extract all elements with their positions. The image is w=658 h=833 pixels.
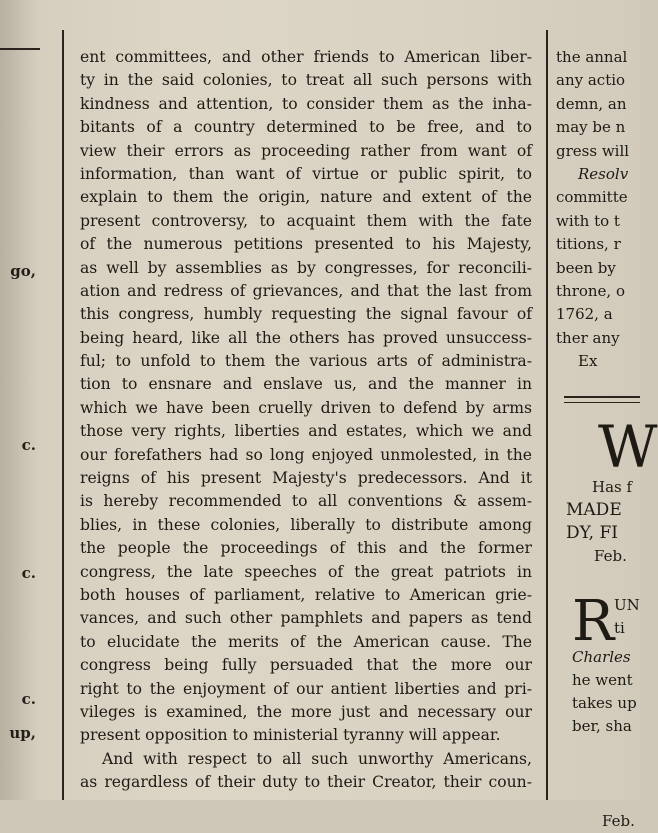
article-line: reigns of his present Majesty's predecessors. And it <box>80 469 532 488</box>
article-line: congress, the late speeches of the great patriots in <box>80 562 532 581</box>
ad-block-lower <box>572 646 637 738</box>
article-line: And with respect to all such unworthy Americans, <box>102 749 532 768</box>
ad-line: DY, FI <box>566 523 618 543</box>
article-line: as regardless of their duty to their Creator, their coun- <box>80 773 532 792</box>
article-line: to elucidate the merits of the American cause. The <box>80 632 532 651</box>
right-fragment-line: been by <box>556 258 616 277</box>
article-line: is hereby recommended to all conventions & assem- <box>80 492 532 511</box>
article-line: right to the enjoyment of our antient liberties and pri- <box>80 679 532 698</box>
right-fragment-line: throne, o <box>556 281 625 300</box>
right-column-fragment <box>556 46 658 830</box>
right-fragment-line: titions, r <box>556 235 621 254</box>
left-fragment: up, <box>9 724 36 742</box>
ad-block-lower <box>614 594 640 640</box>
right-fragment-line: ther any <box>556 328 620 347</box>
article-line: this congress, humbly requesting the signal favour of <box>80 305 532 324</box>
article-line: explain to them the origin, nature and extent of the <box>80 188 532 207</box>
ad-block-lower <box>602 810 635 833</box>
ad-line: Feb. <box>594 547 627 565</box>
article-line: being heard, like all the others has proved unsuccess- <box>80 328 532 347</box>
ad-line: Charles <box>572 648 631 666</box>
left-fragment: go, <box>10 262 36 280</box>
article-line: ation and redress of grievances, and that the last from <box>80 281 532 300</box>
article-line: the people the proceedings of this and the former <box>80 539 532 558</box>
left-fragment: c. <box>21 564 36 582</box>
article-line: ent committees, and other friends to American liber- <box>80 48 532 66</box>
ad-line: takes up <box>572 694 637 712</box>
article-line: present controversy, to acquaint them with the fate <box>80 211 532 230</box>
right-fragment-line: Ex <box>578 352 598 371</box>
article-line: information, than want of virtue or public spirit, to <box>80 164 532 183</box>
article-line: as well by assemblies as by congresses, for reconcili- <box>80 258 532 277</box>
article-line: vileges is examined, the more just and necessary our <box>80 702 532 721</box>
article-line: tion to ensnare and enslave us, and the manner in <box>80 375 532 394</box>
article-line: present opposition to ministerial tyranny will appear. <box>80 726 501 745</box>
ad-drop-cap-w: W <box>598 413 658 481</box>
right-fragment-line: Resolv <box>578 164 629 183</box>
left-fragment: c. <box>21 690 36 708</box>
right-fragment-line: the annal <box>556 48 628 66</box>
article-line: our forefathers had so long enjoyed unmolested, in the <box>80 445 532 464</box>
ad-line: ber, sha <box>572 717 632 735</box>
article-line: vances, and such other pamphlets and papers as tend <box>80 609 532 628</box>
right-fragment-line: gress will <box>556 141 630 160</box>
article-line: ful; to unfold to them the various arts of administra- <box>80 352 532 371</box>
ad-line: Has f <box>592 478 633 496</box>
right-fragment-line: demn, an <box>556 94 627 113</box>
article-line: blies, in these colonies, liberally to distribute among <box>80 515 532 534</box>
ad-block-upper <box>566 499 627 568</box>
ad-line: ti <box>614 619 625 637</box>
article-line: kindness and attention, to consider them as the inha- <box>80 94 532 113</box>
ad-block-upper <box>592 476 632 499</box>
main-article-column <box>80 46 532 795</box>
left-fragment: c. <box>21 436 36 454</box>
ad-drop-cap-r: R <box>572 589 615 654</box>
article-line: congress being fully persuaded that the more our <box>80 656 532 675</box>
right-fragment-line: 1762, a <box>556 305 613 324</box>
right-fragment-line: any actio <box>556 71 626 90</box>
right-fragment-line: may be n <box>556 118 626 137</box>
ad-line: he went <box>572 671 633 689</box>
article-line: of the numerous petitions presented to his Majesty, <box>80 235 532 254</box>
ad-line: Feb. <box>602 812 635 830</box>
left-column-fragment <box>0 0 60 800</box>
column-rule-left <box>62 30 64 800</box>
article-line: both houses of parliament, relative to American grie- <box>80 585 532 604</box>
article-line: ty in the said colonies, to treat all such persons with <box>80 71 532 90</box>
column-rule-right <box>546 30 548 800</box>
ad-line: UN <box>614 596 640 614</box>
ad-line: MADE <box>566 500 622 520</box>
article-line: bitants of a country determined to be free, and to <box>80 118 532 137</box>
article-line: which we have been cruelly driven to defend by arms <box>80 398 532 417</box>
article-line: those very rights, liberties and estates, which we and <box>80 422 532 441</box>
right-fragment-line: with to t <box>556 211 620 230</box>
article-line: view their errors as proceeding rather from want of <box>80 141 532 160</box>
right-fragment-line: committe <box>556 188 628 207</box>
